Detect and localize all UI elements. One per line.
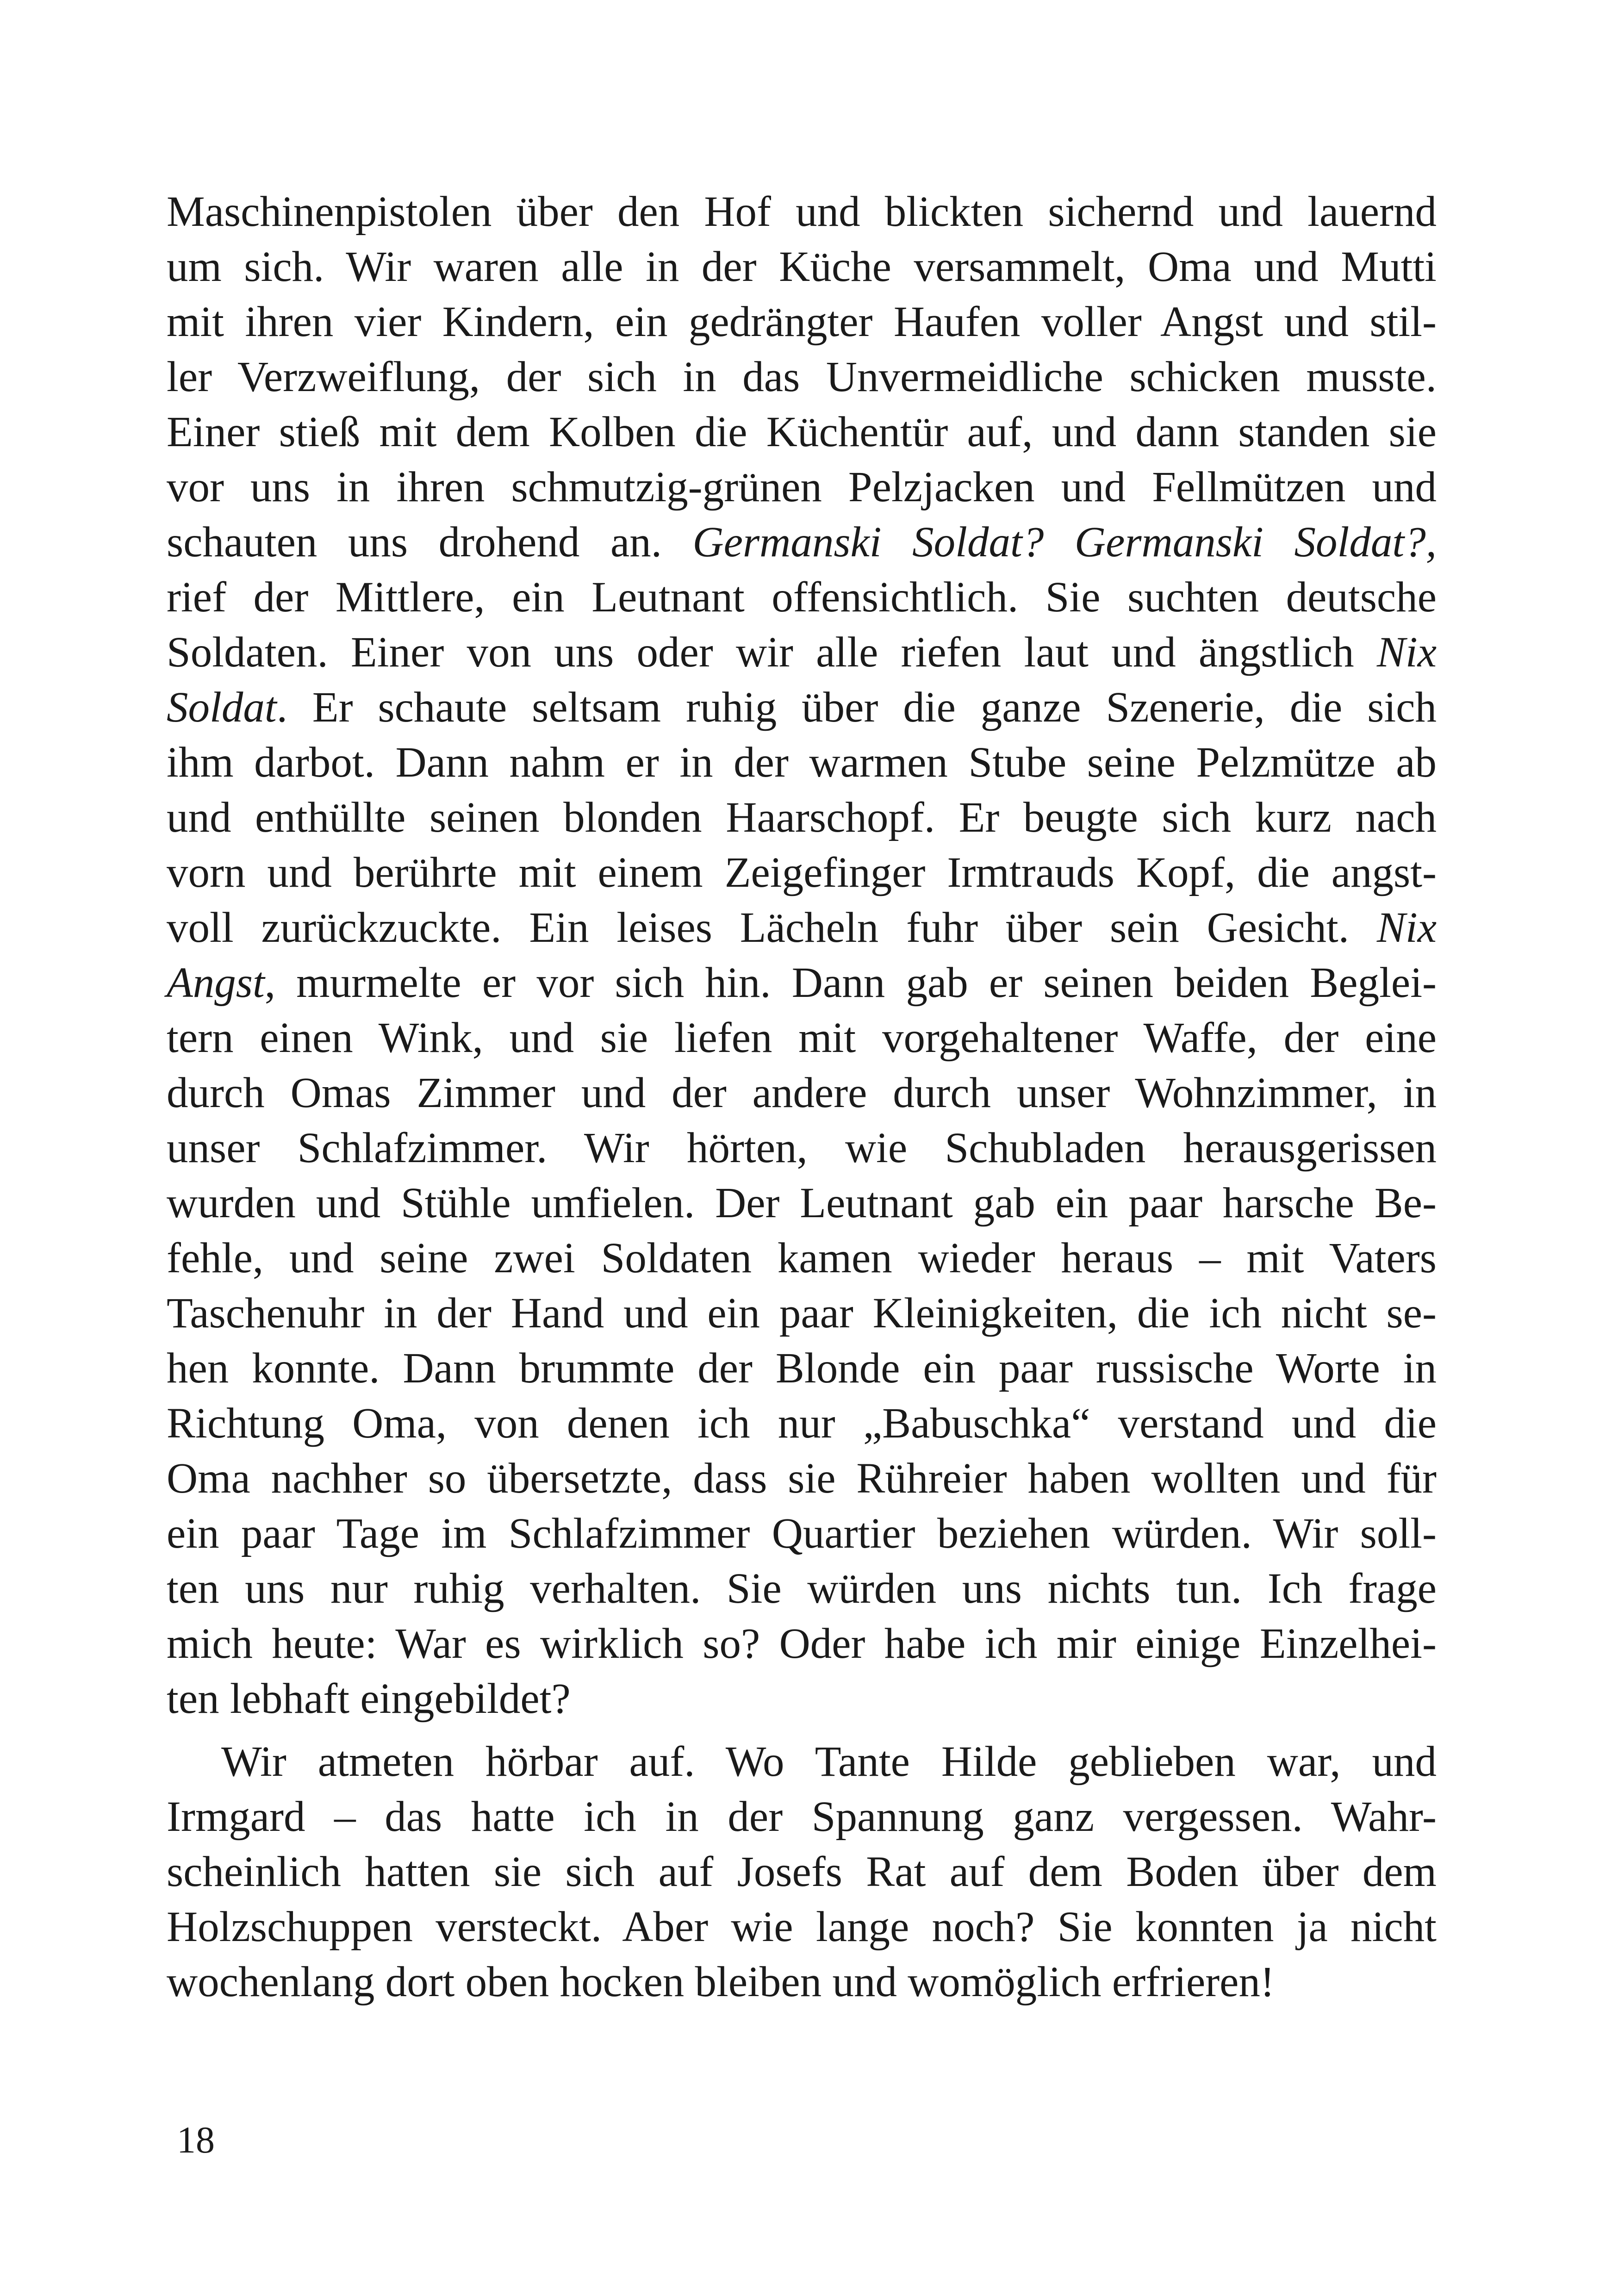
text-segment: . Er schaute seltsam ruhig über die ganze Szenerie, die sich	[276, 684, 1437, 731]
text-line	[167, 404, 1437, 460]
text-segment: Irmgard – das hatte ich in der Spannung ganz vergessen. Wahr-	[167, 1793, 1437, 1841]
text-line	[167, 1451, 1437, 1506]
page-number: 18	[177, 2119, 215, 2161]
text-segment: Maschinenpistolen über den Hof und blickten sichernd und lauernd	[167, 188, 1437, 236]
text-line	[167, 1899, 1437, 1954]
text-line	[167, 1286, 1437, 1341]
text-line	[167, 1734, 1437, 1789]
text-line	[167, 1120, 1437, 1176]
text-line	[167, 1396, 1437, 1451]
text-segment: um sich. Wir waren alle in der Küche versammelt, Oma und Mutti	[167, 243, 1437, 291]
text-line	[167, 570, 1437, 625]
text-segment: Oma nachher so übersetzte, dass sie Rühreier haben wollten und für	[167, 1455, 1437, 1502]
paragraph-gap	[167, 1726, 1437, 1734]
text-segment: vor uns in ihren schmutzig-grünen Pelzjacken und Fellmützen und	[167, 463, 1437, 511]
paragraph	[167, 1734, 1437, 2010]
text-line	[167, 1844, 1437, 1899]
text-line	[167, 1176, 1437, 1231]
text-segment: ten lebhaft eingebildet?	[167, 1675, 571, 1723]
text-segment: tern einen Wink, und sie liefen mit vorgehaltener Waffe, der eine	[167, 1014, 1437, 1062]
text-line	[167, 1506, 1437, 1561]
text-line	[167, 1671, 1437, 1726]
text-segment: , murmelte er vor sich hin. Dann gab er seinen beiden Beglei-	[264, 959, 1437, 1007]
text-line	[167, 845, 1437, 900]
text-segment: mit ihren vier Kindern, ein gedrängter Haufen voller Angst und stil-	[167, 298, 1437, 346]
text-line	[167, 900, 1437, 955]
text-line	[167, 460, 1437, 515]
body-text	[167, 184, 1437, 2010]
paragraph	[167, 184, 1437, 1726]
text-segment: hen konnte. Dann brummte der Blonde ein paar russische Worte in	[167, 1344, 1437, 1392]
text-line	[167, 1231, 1437, 1286]
text-segment: wurden und Stühle umfielen. Der Leutnant gab ein paar harsche Be-	[167, 1179, 1437, 1227]
text-segment: scheinlich hatten sie sich auf Josefs Rat auf dem Boden über dem	[167, 1848, 1437, 1896]
text-segment: mich heute: War es wirklich so? Oder habe ich mir einige Einzelhei-	[167, 1620, 1437, 1668]
text-line	[167, 515, 1437, 570]
text-line	[167, 790, 1437, 845]
italic-text: Nix	[1376, 904, 1437, 952]
text-segment: und enthüllte seinen blonden Haarschopf. Er beugte sich kurz nach	[167, 794, 1437, 841]
text-segment: unser Schlafzimmer. Wir hörten, wie Schubladen herausgerissen	[167, 1124, 1437, 1172]
text-segment: durch Omas Zimmer und der andere durch unser Wohnzimmer, in	[167, 1069, 1437, 1117]
text-line	[167, 1954, 1437, 2010]
text-line	[167, 1065, 1437, 1120]
text-line	[167, 1341, 1437, 1396]
text-segment: Holzschuppen versteckt. Aber wie lange noch? Sie konnten ja nicht	[167, 1903, 1437, 1951]
text-segment: wochenlang dort oben hocken bleiben und womöglich erfrieren!	[167, 1958, 1275, 2006]
text-segment: ihm darbot. Dann nahm er in der warmen Stube seine Pelzmütze ab	[167, 739, 1437, 786]
text-line	[167, 1010, 1437, 1065]
text-segment: Soldaten. Einer von uns oder wir alle riefen laut und ängstlich	[167, 628, 1377, 676]
text-segment: ein paar Tage im Schlafzimmer Quartier beziehen würden. Wir soll-	[167, 1510, 1437, 1557]
italic-text: Nix	[1376, 628, 1437, 676]
italic-text: Angst	[167, 959, 265, 1007]
text-segment: ten uns nur ruhig verhalten. Sie würden uns nichts tun. Ich frage	[167, 1565, 1437, 1612]
text-line	[167, 680, 1437, 735]
text-line	[167, 625, 1437, 680]
text-segment: rief der Mittlere, ein Leutnant offensichtlich. Sie suchten deutsche	[167, 573, 1437, 621]
text-segment: Taschenuhr in der Hand und ein paar Kleinigkeiten, die ich nicht se-	[167, 1289, 1437, 1337]
text-line	[167, 1561, 1437, 1616]
italic-text: Soldat	[167, 684, 277, 731]
text-line	[167, 294, 1437, 349]
text-line	[167, 239, 1437, 294]
italic-text: Germanski Soldat? Germanski Soldat?,	[692, 518, 1437, 566]
text-segment: Wir atmeten hörbar auf. Wo Tante Hilde geblieben war, und	[221, 1738, 1437, 1786]
text-line	[167, 349, 1437, 404]
text-segment: fehle, und seine zwei Soldaten kamen wieder heraus – mit Vaters	[167, 1234, 1437, 1282]
text-line	[167, 955, 1437, 1010]
text-segment: Einer stieß mit dem Kolben die Küchentür auf, und dann standen sie	[167, 408, 1437, 456]
text-line	[167, 184, 1437, 239]
text-segment: schauten uns drohend an.	[167, 518, 693, 566]
text-segment: vorn und berührte mit einem Zeigefinger Irmtrauds Kopf, die angst-	[167, 849, 1437, 896]
text-line	[167, 1789, 1437, 1844]
text-line	[167, 735, 1437, 790]
text-segment: voll zurückzuckte. Ein leises Lächeln fuhr über sein Gesicht.	[167, 904, 1377, 952]
text-line	[167, 1616, 1437, 1671]
text-segment: Richtung Oma, von denen ich nur „Babuschka“ verstand und die	[167, 1400, 1437, 1447]
text-segment: ler Verzweiflung, der sich in das Unvermeidliche schicken musste.	[167, 353, 1437, 401]
